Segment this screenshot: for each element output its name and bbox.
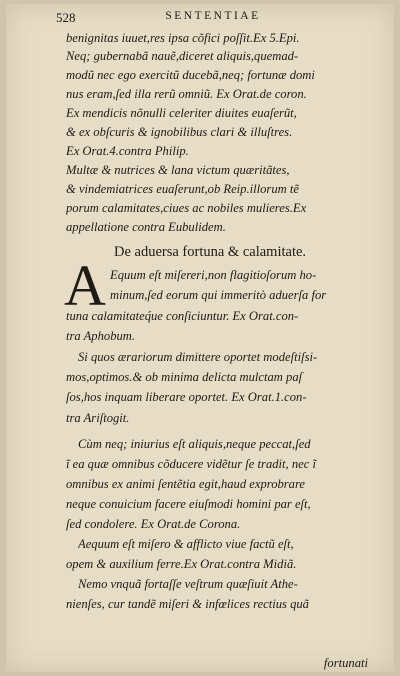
- text-line: minum,ſed eorum qui immeritò aduerſa for: [110, 288, 327, 302]
- text-line: omnibus ex animi ſentẽtia egit,haud exprobrare: [66, 477, 306, 491]
- text-line: Si quos ærariorum dimittere oportet modeſtiſsi-: [78, 350, 318, 364]
- text-line: benignitas iuuet,res ipsa cõfici poſſit.Ex 5.Epi.: [66, 31, 300, 45]
- text-line: tuna calamitateq́ue conſiciuntur. Ex Orat.con-: [66, 309, 299, 323]
- text-line: Nemo vnquã fortaſſe veſtrum quæſiuit Athe-: [78, 577, 298, 591]
- page-number: 528: [56, 10, 76, 25]
- catchword: fortunati: [323, 656, 368, 670]
- section-heading: De aduersa fortuna & calamitate.: [114, 244, 307, 260]
- text-line: neque conuicium facere eiuſmodi homini par eſt,: [66, 497, 311, 511]
- text-line: nienſes, cur tandẽ miſeri & infœlices rectius quã: [66, 597, 309, 611]
- text-line: ĩ ea quæ omnibus cõducere vidẽtur ſe tradit, nec ĩ: [66, 457, 316, 471]
- text-line: tra Ariſtogit.: [66, 411, 130, 425]
- drop-cap: A: [64, 253, 106, 318]
- book-page: [6, 4, 394, 672]
- text-line: Ex mendicis nõnulli celeriter diuites euaſerũt,: [66, 106, 297, 120]
- running-header: [56, 10, 370, 30]
- text-line: Neq; gubernabã nauẽ,diceret aliquis,quemad-: [66, 49, 299, 63]
- text-line: tra Aphobum.: [66, 329, 136, 343]
- text-line: Aequum eſt miſero & afflicto viue factũ eſt,: [78, 537, 294, 551]
- text-line: & vindemiatrices euaſerunt,ob Reip.illorum tẽ: [66, 182, 299, 196]
- text-line: mos,optimos.& ob minima delicta mulctam paſ: [66, 370, 303, 384]
- text-line: Equum eſt miſereri,non flagitioſorum ho-: [110, 268, 317, 282]
- running-title: SENTENTIAE: [165, 10, 261, 22]
- text-line: appellatione contra Eubulidem.: [66, 220, 226, 234]
- text-line: nus eram,ſed illa rerũ omniũ. Ex Orat.de coron.: [66, 87, 307, 101]
- text-line: porum calamitates,ciues ac nobiles mulieres.Ex: [66, 201, 307, 215]
- text-line: opem & auxilium ferre.Ex Orat.contra Midiã.: [66, 557, 297, 571]
- text-line: ſos,hos inquam liberare oportet. Ex Orat.1.con-: [66, 390, 307, 404]
- text-line: & ex obſcuris & ignobilibus clari & illuſtres.: [66, 125, 293, 139]
- text-line: ſed condolere. Ex Orat.de Corona.: [66, 517, 241, 531]
- text-line: Cùm neq; iniurius eſt aliquis,neque peccat,ſed: [78, 437, 311, 451]
- text-line: Ex Orat.4.contra Philip.: [66, 144, 189, 158]
- text-line: modũ nec ego exercitũ ducebã,neq; fortunæ domi: [66, 68, 315, 82]
- text-line: Multæ & nutrices & lana victum quæritãtes,: [66, 163, 290, 177]
